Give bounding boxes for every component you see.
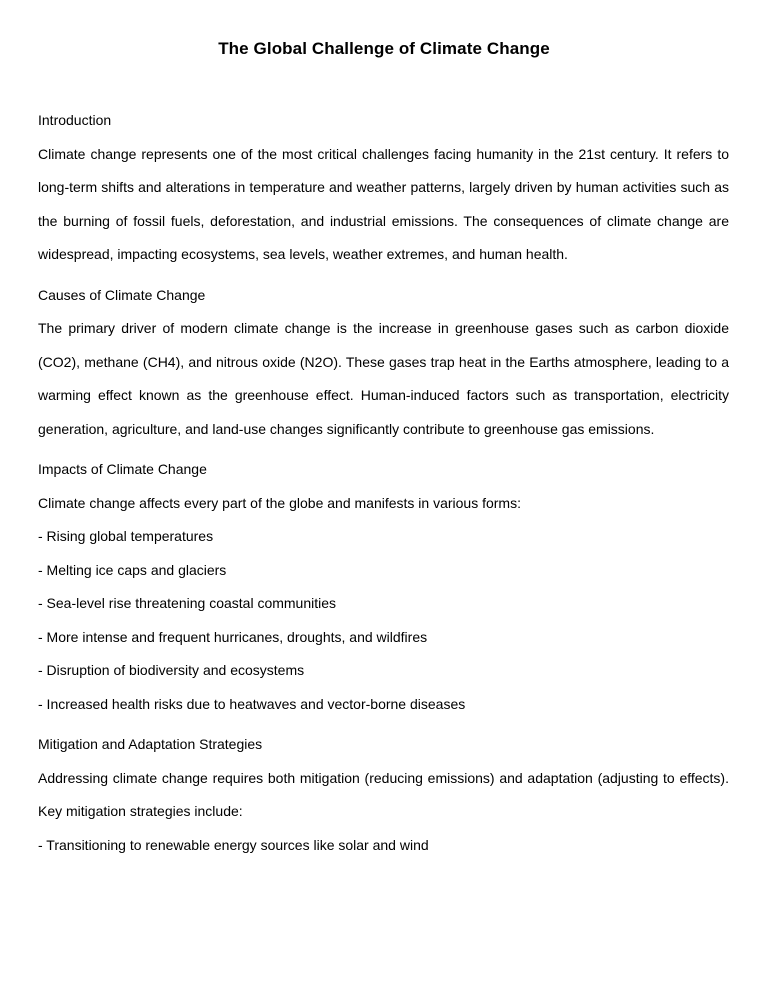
section-paragraph-causes: The primary driver of modern climate change is the increase in greenhouse gases such as carbon dioxide (CO2), methane (CH4), and nitrous oxide (N2O). These gases trap heat in the Earths atmosphere, leading to a warming effect known as the greenhouse effect. Human-induced factors such as transportation, electricity generation, agriculture, and land-use changes significantly contribute to greenhouse gas emissions.: [38, 320, 729, 437]
document-section-causes: [38, 279, 729, 447]
list-item: - Rising global temperatures: [38, 528, 214, 544]
section-heading-mitigation: Mitigation and Adaptation Strategies: [38, 736, 263, 752]
section-paragraph-impacts: Climate change affects every part of the globe and manifests in various forms:: [38, 494, 521, 511]
document-section-mitigation: [38, 728, 729, 862]
list-item: - Disruption of biodiversity and ecosystems: [38, 662, 305, 678]
section-paragraph-mitigation: Addressing climate change requires both mitigation (reducing emissions) and adaptation (adjusting to effects). Key mitigation strategies include:: [38, 769, 729, 819]
document-body: [38, 104, 729, 862]
section-paragraph-introduction: Climate change represents one of the most critical challenges facing humanity in the 21st century. It refers to long-term shifts and alterations in temperature and weather patterns, largely driven by human activities such as the burning of fossil fuels, deforestation, and industrial emissions. The consequences of climate change are widespread, impacting ecosystems, sea levels, weather extremes, and human health.: [38, 145, 729, 262]
list-item: - Increased health risks due to heatwaves and vector-borne diseases: [38, 695, 466, 712]
list-item: - Melting ice caps and glaciers: [38, 561, 227, 578]
impacts-bullet-list: [38, 520, 729, 721]
list-item: - Sea-level rise threatening coastal communities: [38, 595, 337, 611]
page-title: The Global Challenge of Climate Change: [218, 39, 550, 58]
section-heading-causes: Causes of Climate Change: [38, 286, 206, 303]
document-section-introduction: [38, 104, 729, 272]
section-heading-introduction: Introduction: [38, 112, 112, 128]
section-heading-impacts: Impacts of Climate Change: [38, 461, 207, 477]
list-item: - More intense and frequent hurricanes, droughts, and wildfires: [38, 628, 428, 645]
list-item: - Transitioning to renewable energy sources like solar and wind: [38, 836, 429, 853]
document-section-impacts: [38, 453, 729, 721]
mitigation-bullet-list: [38, 829, 729, 863]
